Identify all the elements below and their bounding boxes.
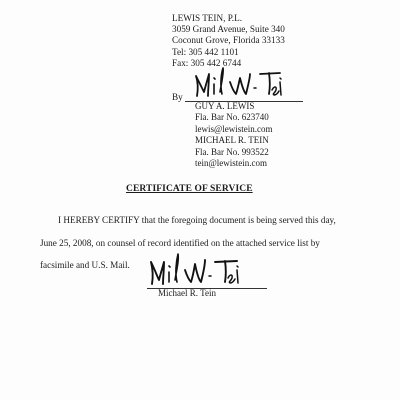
signer-block (195, 101, 273, 169)
attorney1-bar-number: Fla. Bar No. 623740 (195, 112, 269, 123)
certificate-line-2: June 25, 2008, on counsel of record identified on the attached service list by (40, 237, 320, 248)
firm-fax: Fax: 305 442 6744 (172, 57, 242, 68)
attorney2-name: MICHAEL R. TEIN (195, 135, 269, 146)
firm-telephone: Tel: 305 442 1101 (172, 46, 239, 57)
firm-address-block (172, 13, 285, 69)
certificate-line-3: facsimile and U.S. Mail. (40, 260, 130, 270)
firm-address-line1: 3059 Grand Avenue, Suite 340 (172, 24, 285, 35)
handwritten-signature-2 (145, 250, 245, 292)
by-label: By (172, 92, 183, 102)
certificate-signer-name: Michael R. Tein (158, 288, 216, 298)
attorney2-bar-number: Fla. Bar No. 993522 (195, 146, 269, 157)
attorney1-email: lewis@lewistein.com (195, 123, 273, 134)
handwritten-signature-1 (190, 62, 285, 104)
firm-address-line2: Coconut Grove, Florida 33133 (172, 35, 285, 46)
firm-name: LEWIS TEIN, P.L. (172, 13, 243, 23)
certificate-line-1: I HEREBY CERTIFY that the foregoing document is being served this day, (58, 215, 336, 225)
attorney1-name: GUY A. LEWIS (195, 101, 255, 111)
certificate-title: CERTIFICATE OF SERVICE (126, 184, 253, 194)
attorney2-email: tein@lewistein.com (195, 158, 268, 169)
